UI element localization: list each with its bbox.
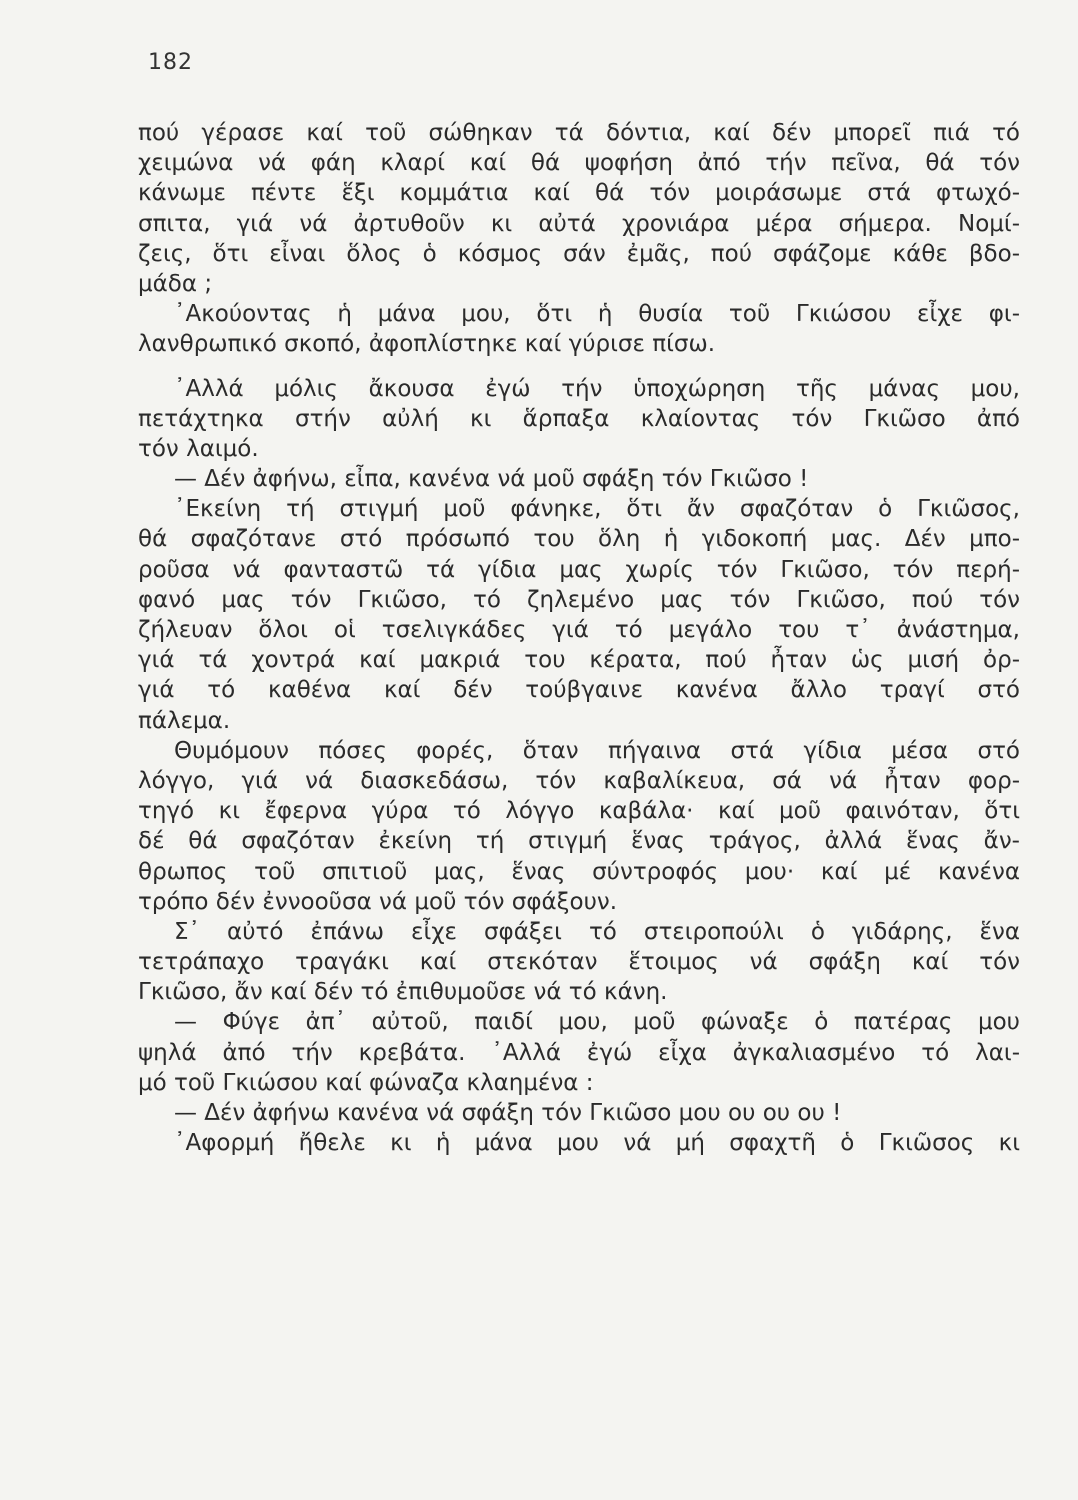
text-line: πού γέρασε καί τοῦ σώθηκαν τά δόντια, καί δέν μπορεῖ πιά τό [138, 120, 1020, 146]
text-line: πετάχτηκα στήν αὐλή κι ἅρπαξα κλαίοντας τόν Γκιῶσο ἀπό [138, 405, 1020, 432]
text-line: χειμώνα νά φάη κλαρί καί θά ψοφήση ἀπό τήν πεῖνα, θά τόν [138, 150, 1020, 177]
text-line: σπιτα, γιά νά ἀρτυθοῦν κι αὐτά χρονιάρα μέρα σήμερα. Νομί- [138, 210, 1020, 237]
text-line: — Φύγε ἀπ᾽ αὐτοῦ, παιδί μου, μοῦ φώναξε ὁ πατέρας μου [174, 1009, 1020, 1036]
text-line: γιά τό καθένα καί δέν τούβγαινε κανένα ἄλλο τραγί στό [138, 677, 1020, 704]
text-line: ζήλευαν ὅλοι οἱ τσελιγκάδες γιά τό μεγάλο του τ᾽ ἀνάστημα, [138, 617, 1020, 643]
text-line: κάνωμε πέντε ἕξι κομμάτια καί θά τόν μοιράσωμε στά φτωχό- [138, 180, 1020, 207]
text-line: δέ θά σφαζόταν ἐκείνη τή στιγμή ἕνας τράγος, ἀλλά ἕνας ἄν- [138, 828, 1020, 855]
text-line: τόν λαιμό. [138, 435, 259, 462]
text-line: Σ᾽ αὐτό ἐπάνω εἶχε σφάξει τό στειροπούλι ὁ γιδάρης, ἕνα [174, 918, 1020, 945]
text-line: τρόπο δέν ἐννοοῦσα νά μοῦ τόν σφάξουν. [138, 888, 618, 915]
text-line: ᾽Εκείνη τή στιγμή μοῦ φάνηκε, ὅτι ἄν σφαζόταν ὁ Γκιῶσος, [174, 496, 1020, 523]
text-line: ᾽Αλλά μόλις ἄκουσα ἐγώ τήν ὑποχώρηση τῆς μάνας μου, [174, 375, 1020, 402]
text-line: τηγό κι ἔφερνα γύρα τό λόγγο καβάλα· καί μοῦ φαινόταν, ὅτι [138, 798, 1020, 825]
text-line: φανό μας τόν Γκιῶσο, τό ζηλεμένο μας τόν Γκιῶσο, πού τόν [138, 586, 1020, 613]
text-line: ψηλά ἀπό τήν κρεβάτα. ᾽Αλλά ἐγώ εἶχα ἀγκαλιασμένο τό λαι- [138, 1039, 1020, 1066]
text-line: λόγγο, γιά νά διασκεδάσω, τόν καβαλίκευα, σά νά ἦταν φορ- [138, 767, 1020, 794]
text-line: Γκιῶσο, ἄν καί δέν τό ἐπιθυμοῦσε νά τό κάνη. [138, 979, 668, 1006]
text-line: ᾽Αφορμή ἤθελε κι ἡ μάνα μου νά μή σφαχτῆ ὁ Γκιῶσος κι [174, 1130, 1020, 1157]
text-line: λανθρωπικό σκοπό, ἀφοπλίστηκε καί γύρισε πίσω. [138, 331, 716, 358]
paragraph-gap [138, 360, 1020, 374]
text-line: θρωπος τοῦ σπιτιοῦ μας, ἕνας σύντροφός μου· καί μέ κανένα [138, 858, 1020, 885]
text-line: ᾽Ακούοντας ἡ μάνα μου, ὅτι ἡ θυσία τοῦ Γκιώσου εἶχε φι- [174, 301, 1020, 328]
text-line: — Δέν ἀφήνω, εἶπα, κανένα νά μοῦ σφάξη τόν Γκιῶσο ! [174, 466, 809, 493]
text-line: Θυμόμουν πόσες φορές, ὅταν πήγαινα στά γίδια μέσα στό [174, 737, 1020, 764]
text-line: ροῦσα νά φανταστῶ τά γίδια μας χωρίς τόν Γκιῶσο, τόν περή- [138, 556, 1020, 583]
text-line: πάλεμα. [138, 707, 231, 734]
body-text [138, 118, 1020, 1158]
text-line: τετράπαχο τραγάκι καί στεκόταν ἕτοιμος νά σφάξη καί τόν [138, 949, 1020, 976]
page-number: 182 [148, 50, 193, 75]
text-line: μάδα ; [138, 270, 213, 297]
text-line: γιά τά χοντρά καί μακριά του κέρατα, πού ἦταν ὡς μισή ὀρ- [138, 647, 1020, 674]
text-line: — Δέν ἀφήνω κανένα νά σφάξη τόν Γκιῶσο μου ου ου ου ! [174, 1100, 842, 1126]
text-line: ζεις, ὅτι εἶναι ὅλος ὁ κόσμος σάν ἐμᾶς, πού σφάζομε κάθε βδο- [138, 240, 1020, 267]
text-line: μό τοῦ Γκιώσου καί φώναζα κλαημένα : [138, 1069, 594, 1096]
text-line: θά σφαζότανε στό πρόσωπό του ὅλη ἡ γιδοκοπή μας. Δέν μπο- [138, 526, 1020, 553]
